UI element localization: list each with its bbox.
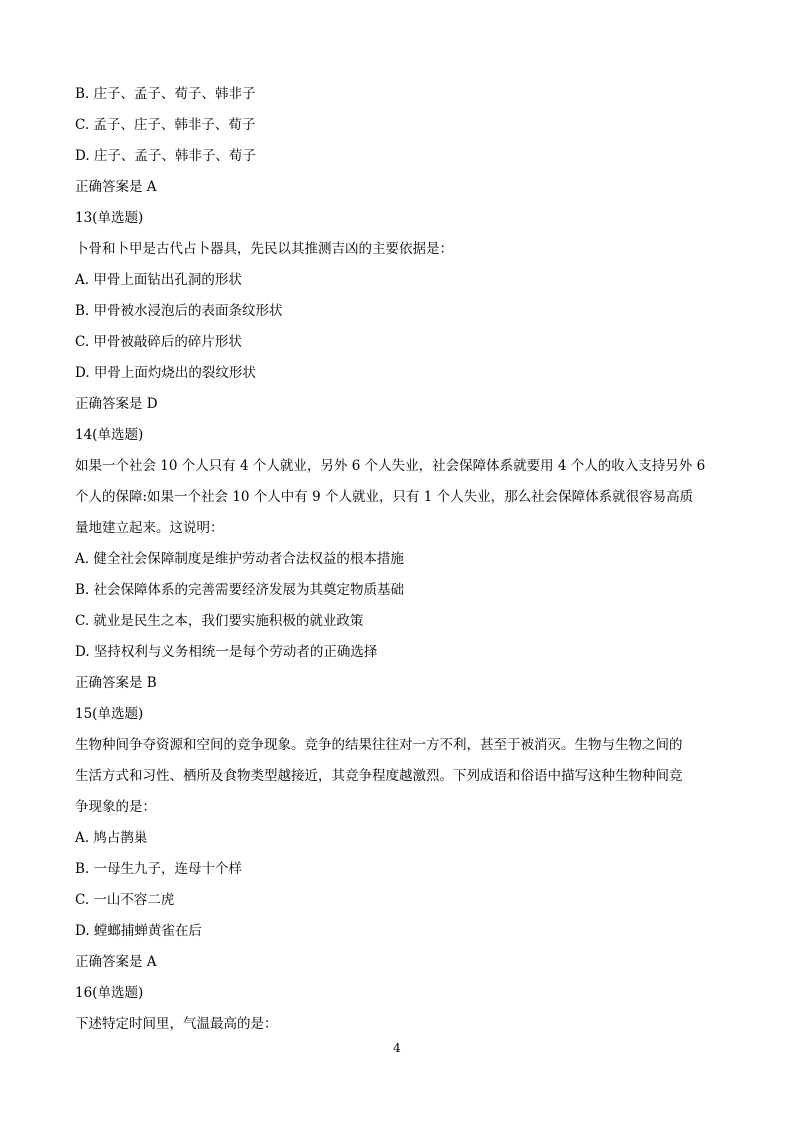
correct-answer: 正确答案是 A <box>75 954 157 970</box>
option-a: A. 甲骨上面钻出孔洞的形状 <box>75 272 242 288</box>
document-page <box>75 79 715 1040</box>
option-d: D. 甲骨上面灼烧出的裂纹形状 <box>75 365 256 381</box>
correct-answer: 正确答案是 B <box>75 675 157 691</box>
option-c: C. 孟子、庄子、韩非子、荀子 <box>75 117 256 133</box>
option-d: D. 螳螂捕蝉黄雀在后 <box>75 923 202 939</box>
question-stem-line: 量地建立起来。这说明： <box>75 520 224 536</box>
question-header: 13(单选题) <box>75 210 144 226</box>
option-a: A. 鸠占鹊巢 <box>75 830 148 846</box>
page-number: 4 <box>393 1041 401 1055</box>
question-stem: 下述特定时间里，气温最高的是： <box>75 1016 278 1032</box>
question-stem-line: 如果一个社会 10 个人只有 4 个人就业，另外 6 个人失业，社会保障体系就要用 4 个人的收入支持另外 6 <box>75 458 706 474</box>
option-c: C. 一山不容二虎 <box>75 892 175 908</box>
option-c: C. 就业是民生之本，我们要实施积极的就业政策 <box>75 613 364 629</box>
question-stem-line: 生活方式和习性、栖所及食物类型越接近，其竞争程度越激烈。下列成语和俗语中描写这种生物种间竞 <box>75 768 683 784</box>
option-d: D. 坚持权利与义务相统一是每个劳动者的正确选择 <box>75 644 378 660</box>
correct-answer: 正确答案是 D <box>75 396 158 412</box>
option-a: A. 健全社会保障制度是维护劳动者合法权益的根本措施 <box>75 551 404 567</box>
option-b: B. 社会保障体系的完善需要经济发展为其奠定物质基础 <box>75 582 405 598</box>
question-stem: 卜骨和卜甲是古代占卜器具，先民以其推测吉凶的主要依据是： <box>75 241 453 257</box>
question-stem-line: 生物种间争夺资源和空间的竞争现象。竞争的结果往往对一方不利，甚至于被消灭。生物与生物之间的 <box>75 737 683 753</box>
question-stem-line: 个人的保障:如果一个社会 10 个人中有 9 个人就业，只有 1 个人失业，那么社会保障体系就很容易高质 <box>75 489 694 505</box>
option-d: D. 庄子、孟子、韩非子、荀子 <box>75 148 256 164</box>
question-header: 16(单选题) <box>75 985 144 1001</box>
option-b: B. 一母生九子，连母十个样 <box>75 861 243 877</box>
option-b: B. 庄子、孟子、荀子、韩非子 <box>75 86 256 102</box>
question-header: 15(单选题) <box>75 706 144 722</box>
question-stem-line: 争现象的是： <box>75 799 156 815</box>
option-c: C. 甲骨被敲碎后的碎片形状 <box>75 334 242 350</box>
option-b: B. 甲骨被水浸泡后的表面条纹形状 <box>75 303 283 319</box>
correct-answer: 正确答案是 A <box>75 179 157 195</box>
question-header: 14(单选题) <box>75 427 144 443</box>
